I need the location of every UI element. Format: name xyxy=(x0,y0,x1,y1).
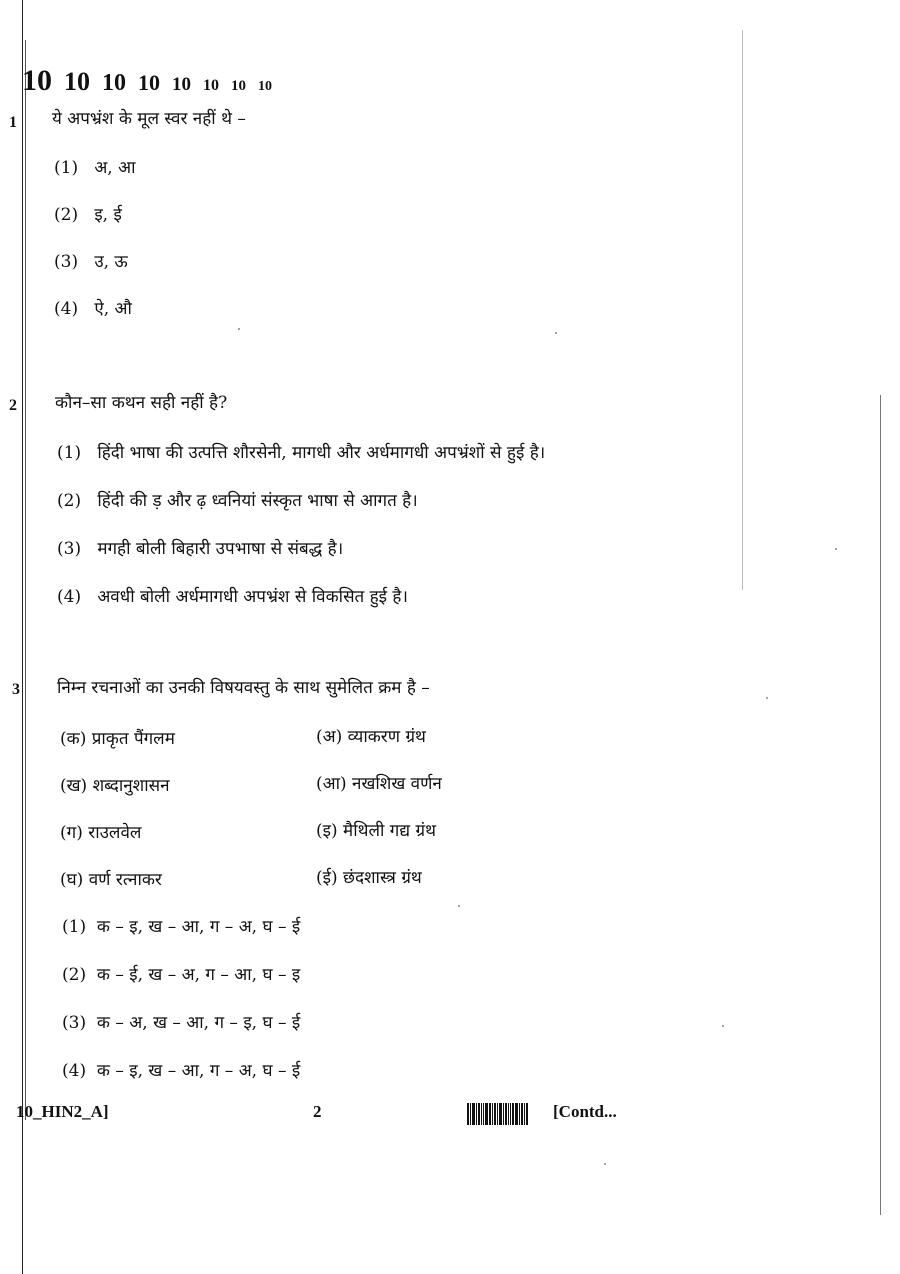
option-item xyxy=(57,536,343,559)
marks-header-row xyxy=(22,64,280,98)
scan-speck xyxy=(766,697,768,699)
match-label: (ख) xyxy=(60,776,88,796)
match-text: प्राकृत पैंगलम xyxy=(91,729,175,749)
mark-10-4: 10 xyxy=(172,74,191,95)
option-item xyxy=(54,202,122,225)
option-item xyxy=(57,584,408,607)
match-right-item xyxy=(316,724,426,747)
mark-10-6: 10 xyxy=(231,78,246,94)
option-label: (2) xyxy=(62,965,87,985)
option-text: अवधी बोली अर्धमागधी अपभ्रंश से विकसित हुई है। xyxy=(97,587,408,607)
mark-10-0: 10 xyxy=(22,64,52,97)
mark-10-5: 10 xyxy=(203,77,219,94)
option-label: (2) xyxy=(57,491,82,511)
mark-10-1: 10 xyxy=(64,67,90,96)
option-text: क – अ, ख – आ, ग – इ, घ – ई xyxy=(96,1013,301,1033)
option-text: उ, ऊ xyxy=(94,252,128,272)
barcode-icon xyxy=(467,1103,541,1125)
match-label: (घ) xyxy=(60,870,84,890)
match-label: (ई) xyxy=(316,868,338,888)
option-label: (4) xyxy=(57,587,82,607)
match-text: मैथिली गद्य ग्रंथ xyxy=(343,821,436,841)
option-item xyxy=(62,1058,300,1081)
match-label: (आ) xyxy=(316,774,347,794)
continued-label: [Contd... xyxy=(553,1102,617,1121)
option-item xyxy=(62,914,300,937)
right-scan-line xyxy=(742,30,743,590)
scan-speck xyxy=(604,1163,606,1165)
match-text: नखशिख वर्णन xyxy=(352,774,442,794)
mark-10-3: 10 xyxy=(138,70,160,95)
option-item xyxy=(57,440,545,463)
option-text: अ, आ xyxy=(94,158,136,178)
option-text: मगही बोली बिहारी उपभाषा से संबद्ध है। xyxy=(97,539,344,559)
option-text: क – इ, ख – आ, ग – अ, घ – ई xyxy=(96,917,301,937)
match-right-item xyxy=(316,771,442,794)
match-text: वर्ण रत्नाकर xyxy=(88,870,162,890)
match-left-item xyxy=(60,867,162,890)
match-text: व्याकरण ग्रंथ xyxy=(347,727,426,747)
option-item xyxy=(57,488,418,511)
question-text: कौन–सा कथन सही नहीं है? xyxy=(55,393,228,413)
question-number: 1 xyxy=(9,114,17,131)
match-left-item xyxy=(60,773,170,796)
match-right-item xyxy=(316,865,422,888)
question-number: 3 xyxy=(12,681,20,698)
match-label: (क) xyxy=(60,729,87,749)
option-item xyxy=(54,296,132,319)
option-item xyxy=(54,249,128,272)
match-right-item xyxy=(316,818,436,841)
option-item xyxy=(62,962,300,985)
match-left-item xyxy=(60,726,175,749)
option-text: क – ई, ख – अ, ग – आ, घ – इ xyxy=(96,965,301,985)
option-label: (2) xyxy=(54,205,79,225)
mark-10-2: 10 xyxy=(102,70,126,96)
option-label: (4) xyxy=(62,1061,87,1081)
right-margin-line xyxy=(880,395,881,1215)
question-text: ये अपभ्रंश के मूल स्वर नहीं थे – xyxy=(52,109,246,129)
option-label: (1) xyxy=(57,443,82,463)
mark-10-7: 10 xyxy=(258,79,272,94)
scan-speck xyxy=(555,332,557,334)
scan-speck xyxy=(238,328,240,330)
left-margin-line xyxy=(22,0,23,1274)
option-text: हिंदी की ड़ और ढ़ ध्वनियां संस्कृत भाषा से आगत है। xyxy=(97,491,418,511)
left-margin-line-inner xyxy=(25,40,26,1120)
match-text: राउलवेल xyxy=(88,823,142,843)
match-label: (ग) xyxy=(60,823,83,843)
match-label: (इ) xyxy=(316,821,338,841)
scan-speck xyxy=(722,1025,724,1027)
option-text: ऐ, औ xyxy=(94,299,132,319)
page-number: 2 xyxy=(313,1102,322,1121)
match-left-item xyxy=(60,820,141,843)
option-text: इ, ई xyxy=(94,205,122,225)
question-text: निम्न रचनाओं का उनकी विषयवस्तु के साथ सुमेलित क्रम है – xyxy=(57,678,430,698)
option-label: (1) xyxy=(62,917,87,937)
paper-code: 10_HIN2_A] xyxy=(16,1102,109,1121)
option-item xyxy=(62,1010,300,1033)
match-text: छंदशास्त्र ग्रंथ xyxy=(343,868,422,888)
match-label: (अ) xyxy=(316,727,343,747)
option-item xyxy=(54,155,135,178)
option-label: (4) xyxy=(54,299,79,319)
scan-speck xyxy=(835,548,837,550)
option-label: (3) xyxy=(62,1013,87,1033)
option-text: क – इ, ख – आ, ग – अ, घ – ई xyxy=(96,1061,301,1081)
question-number: 2 xyxy=(9,397,17,414)
scan-speck xyxy=(458,905,460,907)
option-label: (3) xyxy=(54,252,79,272)
option-text: हिंदी भाषा की उत्पत्ति शौरसेनी, मागधी और अर्धमागधी अपभ्रंशों से हुई है। xyxy=(97,443,546,463)
option-label: (3) xyxy=(57,539,82,559)
match-text: शब्दानुशासन xyxy=(92,776,170,796)
option-label: (1) xyxy=(54,158,79,178)
